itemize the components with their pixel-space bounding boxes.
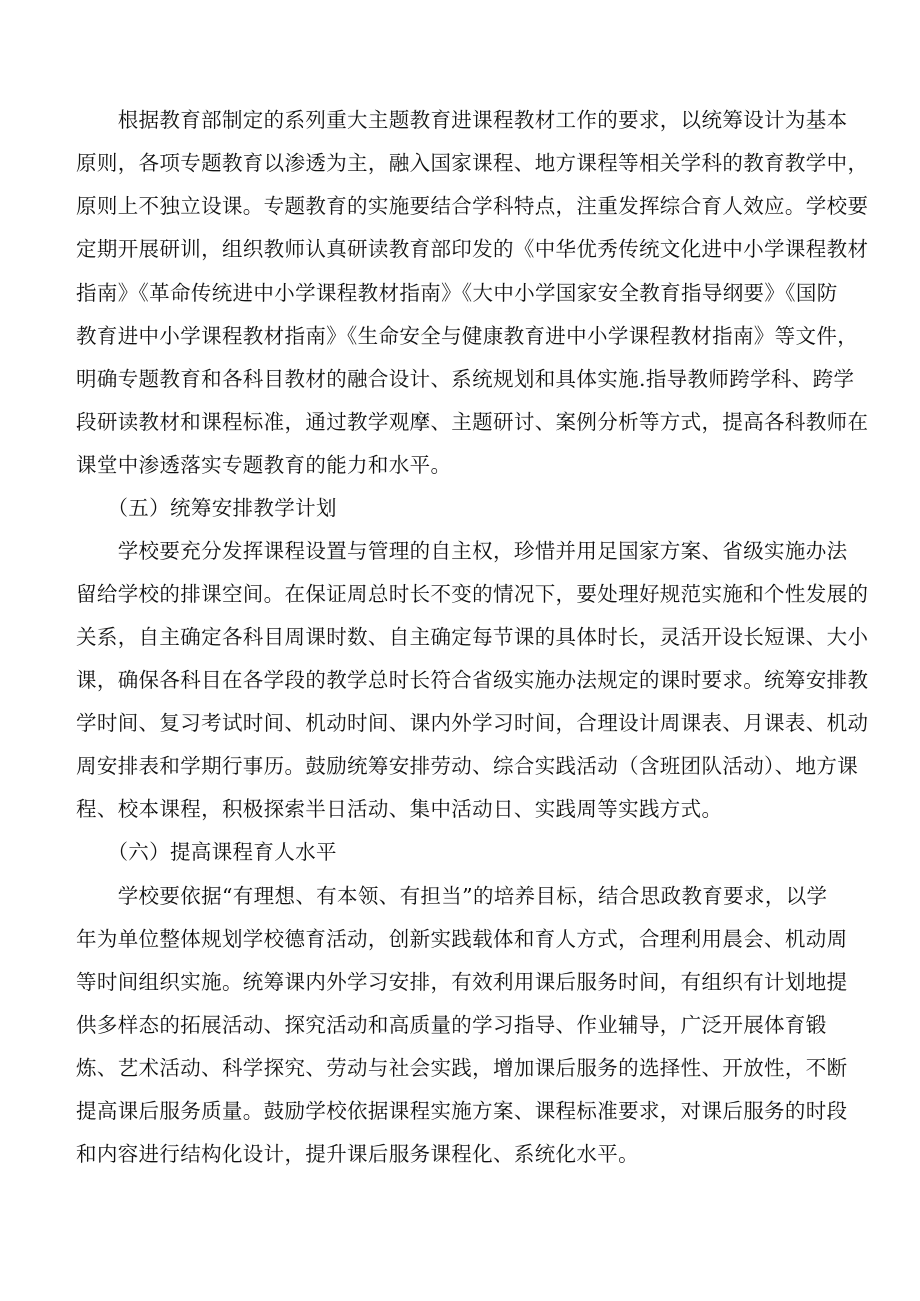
text-line: 和内容进行结构化设计，提升课后服务课程化、系统化水平。 (76, 1142, 639, 1166)
text-line: 课，确保各科目在各学段的教学总时长符合省级实施办法规定的课时要求。统筹安排教 (76, 668, 869, 692)
text-line: 提高课后服务质量。鼓励学校依据课程实施方案、课程标准要求，对课后服务的时段 (76, 1099, 848, 1123)
text-line: 课堂中渗透落实专题教育的能力和水平。 (76, 453, 452, 477)
section-heading: （六）提高课程育人水平 (76, 840, 337, 864)
text-line: 炼、艺术活动、科学探究、劳动与社会实践，增加课后服务的选择性、开放性，不断 (76, 1056, 848, 1080)
text-line: 周安排表和学期行事历。鼓励统筹安排劳动、综合实践活动（含班团队活动）、地方课 (76, 754, 859, 778)
text-line: 等时间组织实施。统筹课内外学习安排，有效利用课后服务时间，有组织有计划地提 (76, 970, 848, 994)
text-line: 根据教育部制定的系列重大主题教育进课程教材工作的要求，以统筹设计为基本 (76, 108, 848, 132)
text-line: 留给学校的排课空间。在保证周总时长不变的情况下，要处理好规范实施和个性发展的 (76, 582, 869, 606)
text-line: 原则上不独立设课。专题教育的实施要结合学科特点，注重发挥综合育人效应。学校要 (76, 194, 869, 218)
text-line: 关系，自主确定各科目周课时数、自主确定每节课的具体时长，灵活开设长短课、大小 (76, 625, 869, 649)
text-line: 教育进中小学课程教材指南》《生命安全与健康教育进中小学课程教材指南》等文件， (76, 324, 859, 348)
section-heading: （五）统筹安排教学计划 (76, 496, 337, 520)
text-line: 年为单位整体规划学校德育活动，创新实践载体和育人方式，合理利用晨会、机动周 (76, 927, 848, 951)
text-line: 程、校本课程，积极探索半日活动、集中活动日、实践周等实践方式。 (76, 797, 723, 821)
text-line: 学时间、复习考试时间、机动时间、课内外学习时间，合理设计周课表、月课表、机动 (76, 711, 869, 735)
text-line: 定期开展研训，组织教师认真研读教育部印发的《中华优秀传统文化进中小学课程教材 (76, 237, 869, 261)
text-line: 供多样态的拓展活动、探究活动和高质量的学习指导、作业辅导，广泛开展体育锻 (76, 1013, 827, 1037)
text-line: 原则，各项专题教育以渗透为主，融入国家课程、地方课程等相关学科的教育教学中， (76, 151, 869, 175)
text-line: 明确专题教育和各科目教材的融合设计、系统规划和具体实施.指导教师跨学科、跨学 (76, 367, 855, 391)
text-line: 指南》《革命传统进中小学课程教材指南》《大中小学国家安全教育指导纲要》《国防 (76, 281, 838, 305)
text-line: 段研读教材和课程标准，通过教学观摩、主题研讨、案例分析等方式，提高各科教师在 (76, 410, 869, 434)
text-line: 学校要充分发挥课程设置与管理的自主权，珍惜并用足国家方案、省级实施办法 (76, 539, 848, 563)
text-line: 学校要依据“有理想、有本领、有担当”的培养目标，结合思政教育要求，以学 (76, 884, 828, 908)
